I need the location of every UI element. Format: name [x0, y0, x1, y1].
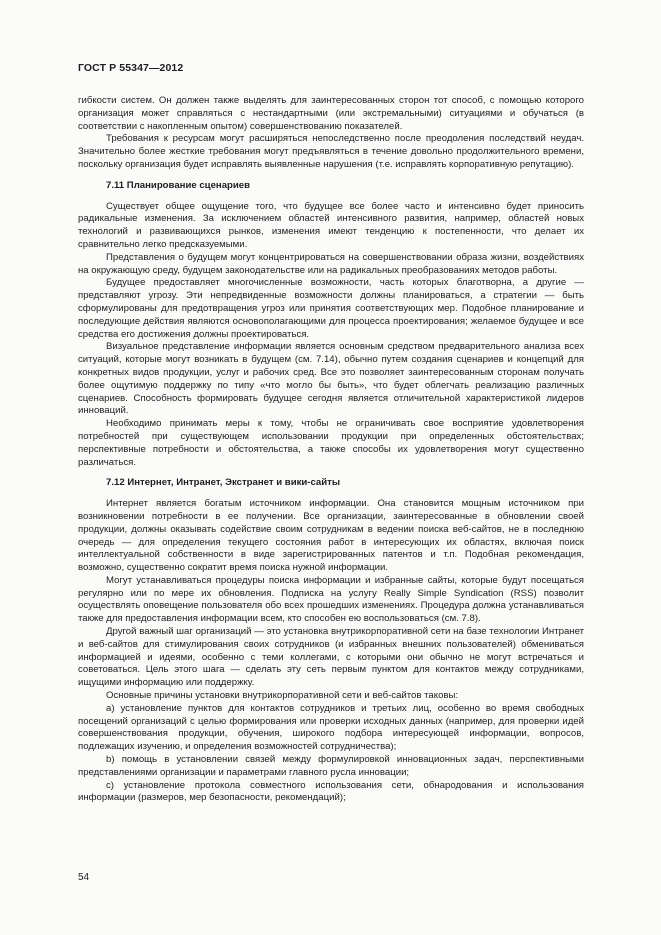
list-item: b) помощь в установлении связей между формулировкой инновационных задач, перспективными представлениями организации и параметрами главного русла инновации;: [78, 754, 584, 778]
paragraph: Необходимо принимать меры к тому, чтобы не ограничивать свое восприятие удовлетворения потребностей при существующем использовании продукции при определенных обстоятельствах; перспективные потребности и обстоятельства, а также способы их удовлетворения могут существенно различаться.: [78, 418, 584, 468]
list-item: с) установление протокола совместного использования сети, обнародования и использования информации (размеров, мер безопасности, рекомендаций);: [78, 779, 584, 804]
paragraph: Основные причины установки внутрикорпоративной сети и веб-сайтов таковы:: [106, 690, 459, 702]
section-heading-7-11: 7.11 Планирование сценариев: [106, 179, 251, 191]
paragraph: Представления о будущем могут концентрироваться на совершенствовании образа жизни, воздействиях на окружающую среду, будущем законодательстве или на радикальных преобразованиях методов работы.: [78, 251, 584, 276]
document-header: ГОСТ Р 55347—2012: [78, 62, 184, 74]
document-body: [78, 95, 584, 805]
paragraph: Будущее предоставляет многочисленные возможности, часть которых благотворна, а другие — представляют угрозу. Эти непредвиденные возможности должны планироваться, а стратегии — быть сформулированы для предотвращения угроз или принятия соответствующих мер. Подобное планирование и последующие действия являются основополагающими для процесса проектирования; желаемое будущее и все средства его достижения должны проектироваться.: [78, 277, 584, 340]
paragraph: гибкости систем. Он должен также выделять для заинтересованных сторон тот способ, с помощью которого организация может справляться с нестандартными (или экстремальными) ситуациями и обучаться (в соответствии с накопленным опытом) совершенствованию показателей.: [78, 95, 584, 132]
list-item: а) установление пунктов для контактов сотрудников и третьих лиц, особенно во время свободных посещений организаций с целью формирования или проверки исходных данных (например, для проверки идей совершенствования продукции, обучения, широкого подбора интересующей информации, вопросов, подлежащих изучению, и определения возможностей сотрудничества);: [78, 702, 584, 753]
paragraph: Визуальное представление информации является основным средством предварительного анализа всех ситуаций, которые могут возникать в будущем (см. 7.14), обычно путем создания сценариев и концепций для конкретных видов продукции, услуг и рабочих сред. Все это позволяет заинтересованным сторонам получать более ощутимую поддержку по типу «что могло бы быть», что будет облегчать реализацию различных сценариев. Способность формировать будущее сегодня является отличительной характеристикой лидеров инноваций.: [78, 341, 584, 417]
section-heading-7-12: 7.12 Интернет, Интранет, Экстранет и вики-сайты: [106, 477, 341, 489]
paragraph: Могут устанавливаться процедуры поиска информации и избранные сайты, которые будут посещаться регулярно или по мере их обновления. Подписка на услугу Really Simple Syndication (RSS) позволит осуществлять оповещение пользователя обо всех прошедших изменениях. Процедура должна устанавливаться также для предоставления информации всем, кто способен ею воспользоваться (см. 7.8).: [78, 574, 584, 625]
page-number: 54: [78, 872, 90, 883]
paragraph: Другой важный шаг организаций — это установка внутрикорпоративной сети на базе технологии Интранет и веб-сайтов для стимулирования своих сотрудников (и избранных внешних пользователей) обмениваться информацией и идеями, особенно с теми коллегами, с которыми они обычно не могут встречаться и советоваться. Цель этого шага — сделать эту сеть первым пунктом для контактов между сотрудниками, ищущими информацию или поддержку.: [78, 626, 584, 689]
paragraph: Интернет является богатым источником информации. Она становится мощным источником при возникновении потребности в ее получении. Все организации, заинтересованные в обновлении своей продукции, должны оказывать содействие своим сотрудникам в ведении поиска веб-сайтов, не в последнюю очередь — для определения текущего состояния работ в интересующих их областях, включая поиск интеллектуальной собственности в виде зарегистрированных патентов и т.п. Подобная рекомендация, возможно, существенно сократит время поиска нужной информации.: [78, 498, 584, 574]
paragraph: Существует общее ощущение того, что будущее все более часто и интенсивно будет приносить радикальные изменения. За исключением областей интенсивного развития, например, областей новых технологий и развивающихся рынков, изменения имеют тенденцию к постепенности, что делает их сравнительно легко предсказуемыми.: [78, 200, 584, 250]
paragraph: Требования к ресурсам могут расширяться непоследственно после преодоления последствий неудач. Значительно более жесткие требования могут предъявляться в течение довольно продолжительного времени, поскольку организация будет исправлять выявленные нарушения (т.е. исправлять корпоративную репутацию).: [78, 133, 584, 170]
